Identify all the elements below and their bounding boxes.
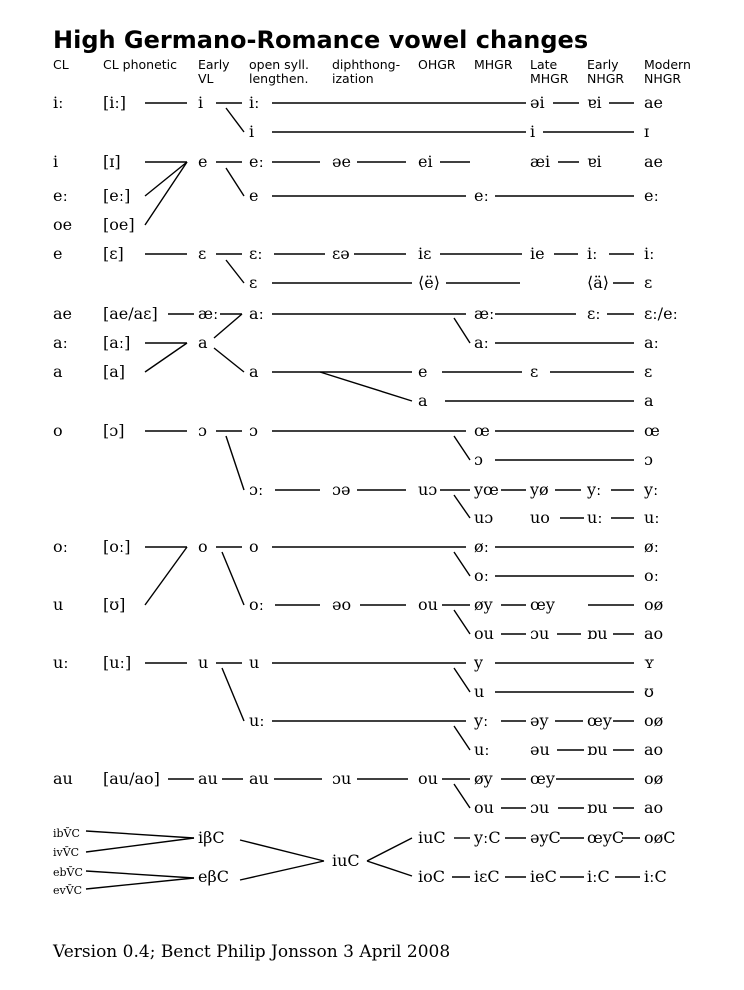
cell-l: uː (249, 711, 265, 730)
cell-vl: au (198, 769, 218, 788)
cell-n: ao (644, 624, 664, 643)
cell-m: uː (474, 740, 490, 759)
connector-line (226, 168, 244, 196)
cell-vl: o (198, 537, 208, 556)
cell-o: ⟨ë⟩ (418, 273, 440, 292)
cell-n: a (644, 391, 654, 410)
cluster-output: əyC (530, 828, 561, 847)
cell-e: ɒu (587, 798, 608, 817)
cluster-connector (240, 861, 324, 880)
cell-vl: u (198, 653, 209, 672)
cell-l: ɔ (249, 421, 258, 440)
cell-l: o (249, 537, 259, 556)
cell-d: ɔə (332, 480, 351, 499)
column-header: Modern (644, 57, 691, 72)
cluster-output: yːC (474, 828, 501, 847)
column-header: lengthen. (249, 71, 309, 86)
cell-l_mhgr: ie (530, 244, 545, 263)
connector-line (454, 784, 470, 808)
cell-clp: [aː] (103, 333, 131, 352)
cell-n: yː (644, 480, 659, 499)
cell-m: eː (474, 186, 489, 205)
connector-lines (145, 103, 634, 808)
column-header: MHGR (530, 71, 569, 86)
cell-clp: [oe] (103, 215, 135, 234)
cell-l_mhgr: œy (530, 769, 555, 788)
connector-line (226, 436, 244, 490)
connector-line (454, 610, 470, 634)
cell-e: yː (587, 480, 602, 499)
cell-o: uɔ (418, 480, 438, 499)
cell-o: e (418, 362, 428, 381)
cluster-connector (86, 831, 194, 838)
cell-clp: [iː] (103, 93, 126, 112)
cell-l_mhgr: əy (530, 711, 549, 730)
cell-n: oø (644, 595, 664, 614)
cell-vl: ɛ (198, 244, 207, 263)
cell-o: ei (418, 152, 433, 171)
cell-cl: o (53, 421, 63, 440)
cell-cl: eː (53, 186, 68, 205)
cell-cl: u (53, 595, 64, 614)
cell-clp: [a] (103, 362, 126, 381)
cell-n: ɛ (644, 273, 653, 292)
cell-n: ao (644, 798, 664, 817)
cell-e: ɒu (587, 624, 608, 643)
cell-clp: [oː] (103, 537, 131, 556)
column-header: open syll. (249, 57, 309, 72)
cell-n: ʏ (644, 653, 655, 672)
cell-l: aː (249, 304, 264, 323)
cluster-mid: eβC (198, 867, 229, 886)
cell-l_mhgr: ɔu (530, 798, 550, 817)
cluster-connector (367, 861, 412, 876)
cell-n: eː (644, 186, 659, 205)
cluster-connector (367, 838, 412, 861)
connector-line (320, 372, 412, 401)
column-header: Late (530, 57, 558, 72)
cell-l: oː (249, 595, 265, 614)
cluster-output: iːC (644, 867, 667, 886)
connector-line (454, 436, 470, 460)
cell-clp: [uː] (103, 653, 132, 672)
cluster-output: oøC (644, 828, 676, 847)
cell-d: əe (332, 152, 351, 171)
cell-cl: au (53, 769, 73, 788)
cell-clp: [ɪ] (103, 152, 121, 171)
cell-d: ɔu (332, 769, 352, 788)
cell-l_mhgr: əu (530, 740, 550, 759)
column-header: CL (53, 57, 69, 72)
cluster-connector (86, 871, 194, 878)
cell-l_mhgr: i (530, 122, 536, 141)
cell-n: oː (644, 566, 660, 585)
cell-m: ou (474, 624, 494, 643)
cell-l_mhgr: yø (530, 480, 549, 499)
cluster-connector (240, 840, 324, 861)
cell-e: uː (587, 508, 603, 527)
cell-e: ⟨ä⟩ (587, 273, 610, 292)
connector-line (454, 726, 470, 750)
connector-line (226, 108, 244, 132)
column-headers (53, 57, 691, 86)
cell-vl: e (198, 152, 208, 171)
cell-o: a (418, 391, 428, 410)
cell-l: a (249, 362, 259, 381)
cell-m: æː (474, 304, 495, 323)
cluster-output: ioC (418, 867, 445, 886)
cell-cl: aː (53, 333, 68, 352)
cell-m: yœ (474, 480, 499, 499)
column-header: Early (198, 57, 230, 72)
cell-m: oː (474, 566, 490, 585)
cell-m: ou (474, 798, 494, 817)
connector-line (454, 668, 470, 692)
cell-l: au (249, 769, 269, 788)
cell-n: ɛ (644, 362, 653, 381)
connector-line (214, 348, 244, 372)
cell-o: iɛ (418, 244, 432, 263)
cell-m: øː (474, 537, 490, 556)
cell-l: iː (249, 93, 260, 112)
cell-cl: a (53, 362, 63, 381)
connector-line (226, 260, 244, 283)
cell-m: aː (474, 333, 489, 352)
cell-e: ɐi (587, 93, 602, 112)
connector-line (454, 552, 470, 576)
cell-n: ae (644, 152, 664, 171)
column-header: diphthong- (332, 57, 401, 72)
column-header: OHGR (418, 57, 456, 72)
cluster-input: evV̆C (53, 884, 83, 897)
cluster-output: iːC (587, 867, 610, 886)
footer-credit: Version 0.4; Benct Philip Jonsson 3 April 2008 (53, 942, 451, 962)
cell-vl: i (198, 93, 204, 112)
consonant-cluster-section (53, 827, 676, 897)
cluster-connector (86, 838, 194, 852)
cell-clp: [au/ao] (103, 769, 160, 788)
cell-l_mhgr: æi (530, 152, 551, 171)
cell-l: ɔː (249, 480, 264, 499)
cell-cl: oe (53, 215, 73, 234)
cell-m: u (474, 682, 485, 701)
table-cells (53, 93, 678, 817)
chart-title: High Germano-Romance vowel changes (53, 26, 589, 54)
cell-clp: [ɔ] (103, 421, 125, 440)
cell-n: aː (644, 333, 659, 352)
cluster-output: iuC (418, 828, 446, 847)
cell-n: ɪ (644, 122, 650, 141)
cell-n: oø (644, 769, 664, 788)
connector-line (145, 162, 187, 196)
cell-clp: [ae/aɛ] (103, 304, 158, 323)
cell-e: ɒu (587, 740, 608, 759)
cell-m: ɔ (474, 450, 483, 469)
cell-n: øː (644, 537, 660, 556)
cluster-connector (86, 878, 194, 889)
cell-clp: [eː] (103, 186, 131, 205)
cell-m: œ (474, 421, 490, 440)
cell-cl: oː (53, 537, 69, 556)
cell-l_mhgr: ɔu (530, 624, 550, 643)
cell-l: u (249, 653, 260, 672)
cell-cl: ae (53, 304, 73, 323)
cell-l: ɛː (249, 244, 263, 263)
connector-line (145, 162, 187, 225)
cell-l: eː (249, 152, 264, 171)
cell-n: ɛː/eː (644, 304, 678, 323)
cell-e: ɐi (587, 152, 602, 171)
cell-vl: a (198, 333, 208, 352)
cell-n: ao (644, 740, 664, 759)
cell-vl: æː (198, 304, 219, 323)
cell-clp: [ʊ] (103, 595, 126, 614)
cluster-input: ibV̆C (53, 827, 80, 840)
cell-vl: ɔ (198, 421, 207, 440)
cell-m: øy (474, 595, 493, 614)
cell-n: uː (644, 508, 660, 527)
connector-line (222, 552, 244, 605)
cell-cl: e (53, 244, 63, 263)
cell-n: oø (644, 711, 664, 730)
connector-line (222, 668, 244, 721)
connector-line (454, 495, 470, 518)
cell-m: øy (474, 769, 493, 788)
cell-n: ae (644, 93, 664, 112)
cell-m: uɔ (474, 508, 494, 527)
cell-cl: iː (53, 93, 64, 112)
cell-cl: i (53, 152, 59, 171)
cluster-output: œyC (587, 828, 625, 847)
cluster-output: iɛC (474, 867, 500, 886)
column-header: ization (332, 71, 374, 86)
cell-cl: uː (53, 653, 69, 672)
cell-d: ɛə (332, 244, 350, 263)
cell-l: e (249, 186, 259, 205)
connector-line (145, 343, 187, 372)
cell-clp: [ɛ] (103, 244, 124, 263)
cluster-mid: iβC (198, 828, 225, 847)
cell-e: ɛː (587, 304, 601, 323)
cell-n: ʊ (644, 682, 654, 701)
cell-o: ou (418, 769, 438, 788)
cell-l: ɛ (249, 273, 258, 292)
cluster-output: ieC (530, 867, 557, 886)
cell-l_mhgr: œy (530, 595, 555, 614)
cell-n: œ (644, 421, 660, 440)
cluster-input: ebV̆C (53, 866, 83, 879)
cell-l_mhgr: ɛ (530, 362, 539, 381)
cell-n: ɔ (644, 450, 653, 469)
cell-e: œy (587, 711, 612, 730)
column-header: Early (587, 57, 619, 72)
cell-m: yː (474, 711, 489, 730)
cell-m: y (474, 653, 484, 672)
cell-o: ou (418, 595, 438, 614)
cell-l: i (249, 122, 255, 141)
cluster-input: ivV̆C (53, 846, 80, 859)
cell-l_mhgr: əi (530, 93, 545, 112)
cell-n: iː (644, 244, 655, 263)
cluster-merge: iuC (332, 851, 360, 870)
column-header: NHGR (587, 71, 625, 86)
cell-e: iː (587, 244, 598, 263)
cell-l_mhgr: uo (530, 508, 550, 527)
column-header: CL phonetic (103, 57, 178, 72)
cell-d: əo (332, 595, 352, 614)
connector-line (454, 318, 470, 343)
column-header: MHGR (474, 57, 513, 72)
column-header: NHGR (644, 71, 682, 86)
connector-line (145, 547, 187, 605)
column-header: VL (198, 71, 214, 86)
